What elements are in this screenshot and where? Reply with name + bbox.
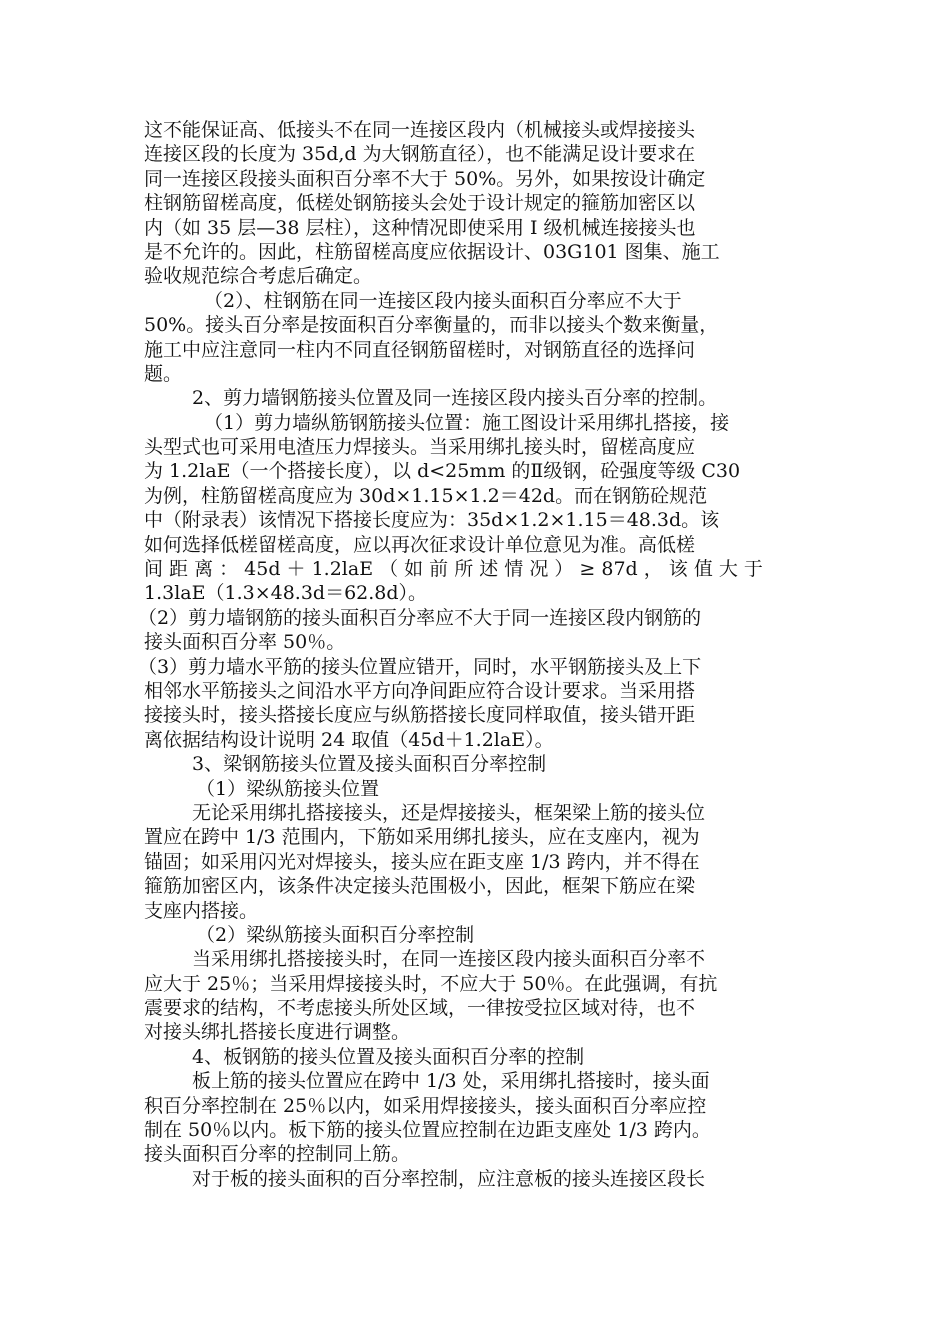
section-heading: 2、剪力墙钢筋接头位置及同一连接区段内接头百分率的控制。 [192, 387, 718, 410]
paragraph-start-line: （2）、柱钢筋在同一连接区段内接头面积百分率应不大于 [204, 289, 682, 312]
text-line: 箍筋加密区内，该条件决定接头范围极小，因此，框架下筋应在梁 [144, 875, 696, 898]
text-line: 接头面积百分率 50％。 [144, 631, 346, 654]
text-line: 题。 [144, 362, 183, 385]
text-line: 如何选择低槎留槎高度，应以再次征求设计单位意见为准。高低槎 [144, 533, 696, 556]
text-line: 为 1.2laE（一个搭接长度），以 d<25mm 的Ⅱ级钢，砼强度等级 C30 [144, 460, 741, 483]
text-line: 中（附录表）该情况下搭接长度应为：35d×1.2×1.15＝48.3d。该 [144, 509, 720, 532]
paragraph-start-line: （2）剪力墙钢筋的接头面积百分率应不大于同一连接区段内钢筋的 [138, 606, 702, 629]
text-line: 间 距 离 ： 45d ＋ 1.2laE （ 如 前 所 述 情 况 ） ≥ 87d ， 该 值 大 于 [144, 558, 763, 581]
text-line: 相邻水平筋接头之间沿水平方向净间距应符合设计要求。当采用搭 [144, 679, 696, 702]
subsection-heading: （1）梁纵筋接头位置 [196, 777, 380, 800]
text-line: 验收规范综合考虑后确定。 [144, 265, 373, 288]
paragraph-start-line: （1）剪力墙纵筋钢筋接头位置：施工图设计采用绑扎搭接，接 [204, 411, 730, 434]
text-line: 内（如 35 层—38 层柱），这种情况即使采用 Ⅰ 级机械连接接头也 [144, 216, 696, 239]
section-heading: 3、梁钢筋接头位置及接头面积百分率控制 [192, 753, 547, 776]
subsection-heading: （2）梁纵筋接头面积百分率控制 [196, 923, 475, 946]
text-line: 应大于 25％；当采用焊接接头时，不应大于 50％。在此强调，有抗 [144, 972, 718, 995]
section-heading: 4、板钢筋的接头位置及接头面积百分率的控制 [192, 1045, 585, 1068]
text-line: 这不能保证高、低接头不在同一连接区段内（机械接头或焊接接头 [144, 119, 696, 141]
text-line: 头型式也可采用电渣压力焊接头。当采用绑扎接头时，留槎高度应 [144, 436, 696, 459]
text-line: 50%。接头百分率是按面积百分率衡量的，而非以接头个数来衡量， [144, 314, 719, 337]
text-line: 施工中应注意同一柱内不同直径钢筋留槎时，对钢筋直径的选择问 [144, 338, 696, 361]
text-line: 接头面积百分率的控制同上筋。 [144, 1143, 411, 1166]
paragraph-start-line: （3）剪力墙水平筋的接头位置应错开，同时，水平钢筋接头及上下 [138, 655, 702, 678]
paragraph-start-line: 当采用绑扎搭接接头时，在同一连接区段内接头面积百分率不 [192, 948, 706, 971]
text-line: 积百分率控制在 25％以内，如采用焊接接头，接头面积百分率应控 [144, 1094, 707, 1117]
text-line: 是不允许的。因此，柱筋留槎高度应依据设计、03G101 图集、施工 [144, 240, 720, 263]
text-line: 置应在跨中 1/3 范围内，下筋如采用绑扎接头，应在支座内，视为 [144, 826, 700, 849]
paragraph-start-line: 对于板的接头面积的百分率控制，应注意板的接头连接区段长 [192, 1167, 706, 1190]
text-line: 离依据结构设计说明 24 取值（45d＋1.2laE）。 [144, 728, 554, 751]
paragraph-start-line: 板上筋的接头位置应在跨中 1/3 处，采用绑扎搭接时，接头面 [192, 1070, 710, 1093]
text-line: 柱钢筋留槎高度，低槎处钢筋接头会处于设计规定的箍筋加密区以 [144, 192, 696, 215]
text-line: 锚固；如采用闪光对焊接头，接头应在距支座 1/3 跨内，并不得在 [144, 850, 700, 873]
document-page [138, 118, 810, 1191]
text-line: 制在 50％以内。板下筋的接头位置应控制在边距支座处 1/3 跨内。 [144, 1119, 711, 1142]
text-line: 接接头时，接头搭接长度应与纵筋搭接长度同样取值，接头错开距 [144, 704, 696, 727]
text-line: 同一连接区段接头面积百分率不大于 50%。另外，如果按设计确定 [144, 167, 706, 190]
text-line: 对接头绑扎搭接长度进行调整。 [144, 1021, 411, 1044]
text-line: 震要求的结构，不考虑接头所处区域，一律按受拉区域对待，也不 [144, 997, 696, 1020]
text-line: 支座内搭接。 [144, 899, 259, 922]
text-line: 连接区段的长度为 35d,d 为大钢筋直径），也不能满足设计要求在 [144, 143, 696, 166]
text-line: 1.3laE（1.3×48.3d＝62.8d）。 [144, 582, 428, 605]
paragraph-start-line: 无论采用绑扎搭接接头，还是焊接接头，框架梁上筋的接头位 [192, 801, 706, 824]
text-line: 为例，柱筋留槎高度应为 30d×1.15×1.2＝42d。而在钢筋砼规范 [144, 484, 708, 507]
